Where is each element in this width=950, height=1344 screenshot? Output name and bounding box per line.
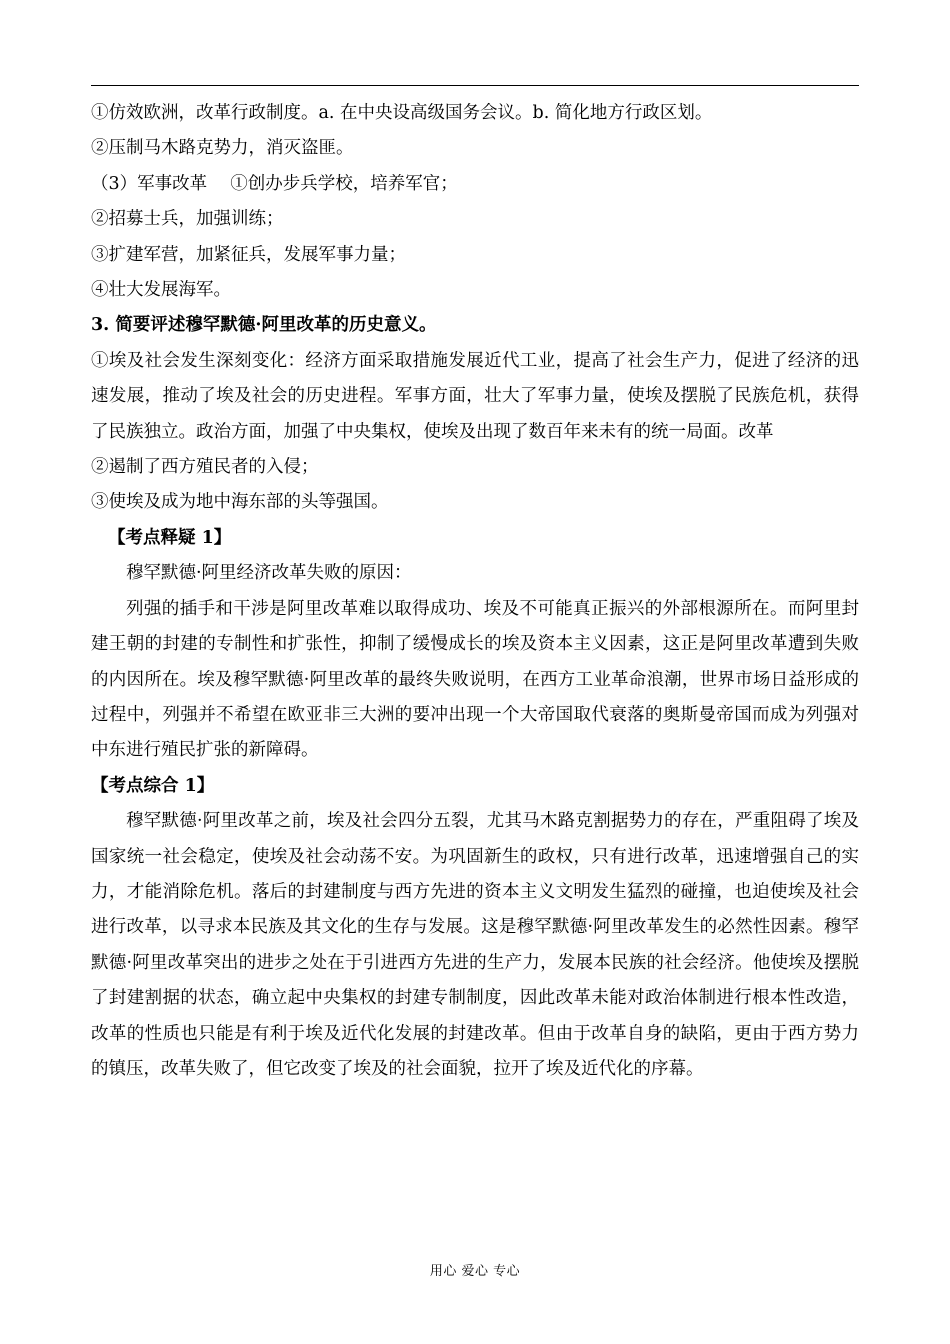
recruit-line: ②招募士兵，加强训练； (91, 209, 284, 230)
military-reform-line: （3）军事改革 ①创办步兵学校，培养军官； (91, 173, 458, 194)
significance-line-2: ②遏制了西方殖民者的入侵； (91, 457, 319, 478)
mamluk-line: ②压制马木路克势力，消灭盗匪。 (91, 138, 354, 159)
admin-reform-line: ①仿效欧洲，改革行政制度。a. 在中央设高级国务会议。b. 简化地方行政区划。 (91, 103, 713, 123)
explain-paragraph: 列强的插手和干涉是阿里改革难以取得成功、埃及不可能真正振兴的外部根源所在。而阿里封建王朝的封建的专制性和扩张性，抑制了缓慢成长的埃及资本主义因素，这正是阿里改革遭到失败的内因所在。埃及穆罕默德·阿里改革的最终失败说明，在西方工业革命浪潮，世界市场日益形成的过程中，列强并不希望在欧亚非三大洲的要冲出现一个大帝国取代衰落的奥斯曼帝国而成为列强对中东进行殖民扩张的新障碍。 (91, 598, 859, 761)
section-heading: 3. 简要评述穆罕默德·阿里改革的历史意义。 (91, 315, 437, 336)
explain-heading: 【考点释疑 1】 (108, 527, 232, 548)
explain-intro: 穆罕默德·阿里经济改革失败的原因： (126, 563, 412, 584)
navy-line: ④壮大发展海军。 (91, 280, 231, 301)
significance-paragraph: ①埃及社会发生深刻变化：经济方面采取措施发展近代工业，提高了社会生产力，促进了经济的迅速发展，推动了埃及社会的历史进程。军事方面，壮大了军事力量，使埃及摆脱了民族危机，获得了民族独立。政治方面，加强了中央集权，使埃及出现了数百年来未有的统一局面。改革 (91, 350, 859, 442)
barracks-line: ③扩建军营，加紧征兵，发展军事力量； (91, 244, 406, 265)
document-body (91, 96, 859, 1087)
synthesis-heading: 【考点综合 1】 (91, 775, 215, 796)
page-footer: 用心 爱心 专心 (429, 1264, 521, 1279)
synthesis-paragraph: 穆罕默德·阿里改革之前，埃及社会四分五裂，尤其马木路克割据势力的存在，严重阻碍了埃及国家统一社会稳定，使埃及社会动荡不安。为巩固新生的政权，只有进行改革，迅速增强自己的实力，才能消除危机。落后的封建制度与西方先进的资本主义文明发生猛烈的碰撞，也迫使埃及社会进行改革，以寻求本民族及其文化的生存与发展。这是穆罕默德·阿里改革发生的必然性因素。穆罕默德·阿里改革突出的进步之处在于引进西方先进的生产力，发展本民族的社会经济。他使埃及摆脱了封建割据的状态，确立起中央集权的封建专制制度，因此改革未能对政治体制进行根本性改造，改革的性质也只能是有利于埃及近代化发展的封建改革。但由于改革自身的缺陷，更由于西方势力的镇压，改革失败了，但它改变了埃及的社会面貌，拉开了埃及近代化的序幕。 (91, 811, 859, 1079)
significance-line-3: ③使埃及成为地中海东部的头等强国。 (91, 492, 389, 513)
header-rule (91, 85, 859, 86)
